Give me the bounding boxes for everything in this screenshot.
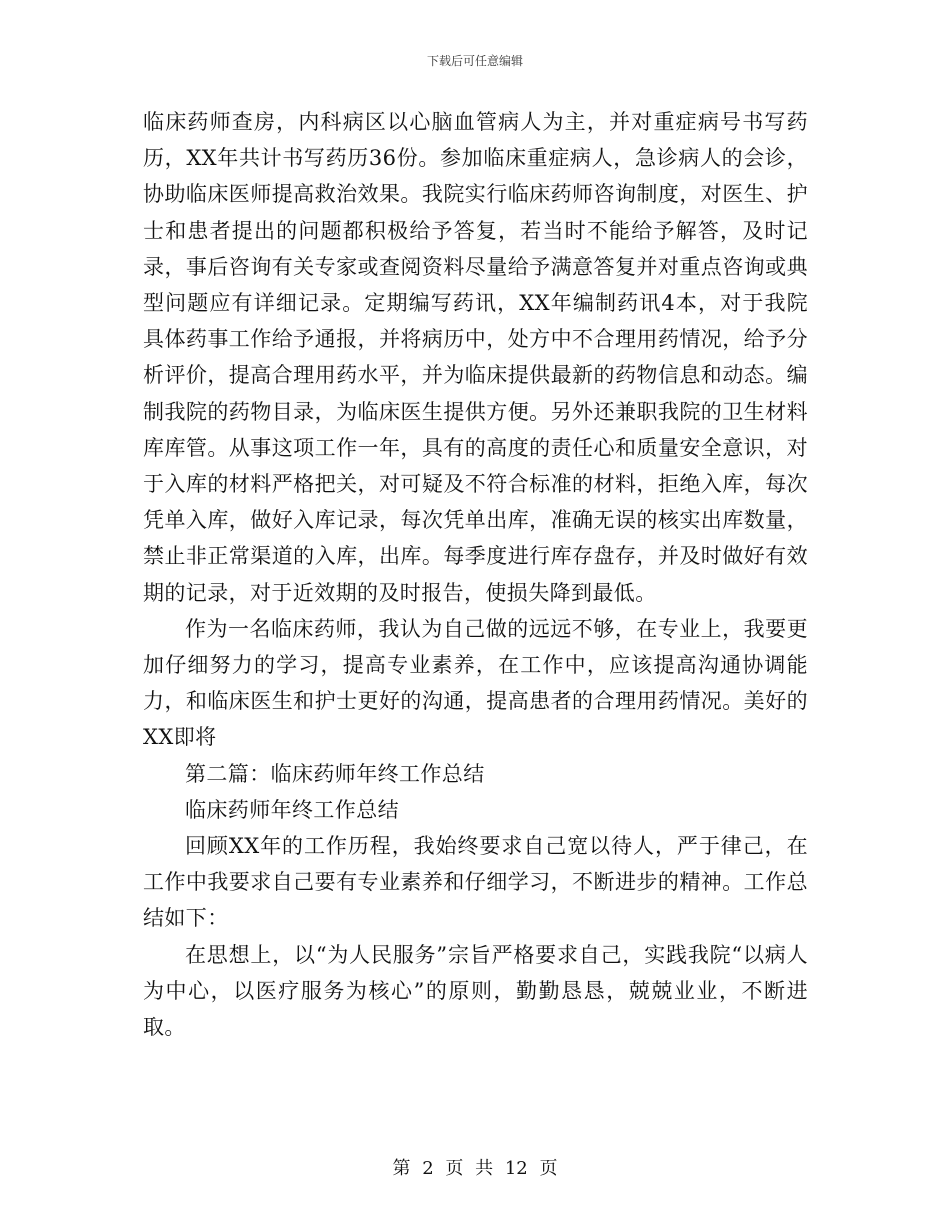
paragraph-pharmacist-duties: 临床药师查房，内科病区以心脑血管病人为主，并对重症病号书写药历，XX年共计书写药历36份。参加临床重症病人，急诊病人的会诊，协助临床医师提高救治效果。我院实行临床药师咨询制度，对医生、护士和患者提出的问题都积极给予答复，若当时不能给予解答，及时记录，事后咨询有关专家或查阅资料尽量给予满意答复并对重点咨询或典型问题应有详细记录。定期编写药讯，XX年编制药讯4本，对于我院具体药事工作给予通报，并将病历中，处方中不合理用药情况，给予分析评价，提高合理用药水平，并为临床提供最新的药物信息和动态。编制我院的药物目录，为临床医生提供方便。另外还兼职我院的卫生材料库库管。从事这项工作一年，具有的高度的责任心和质量安全意识，对于入库的材料严格把关，对可疑及不符合标准的材料，拒绝入库，每次凭单入库，做好入库记录，每次凭单出库，准确无误的核实出库数量，禁止非正常渠道的入库，出库。每季度进行库存盘存，并及时做好有效期的记录，对于近效期的及时报告，使损失降到最低。	[143, 110, 808, 605]
page-header: 下载后可任意编辑	[426, 54, 523, 68]
section-heading-part-two: 第二篇：临床药师年终工作总结	[185, 761, 485, 786]
page-number-footer: 第 2 页 共 12 页	[392, 1158, 558, 1179]
paragraph-review: 回顾XX年的工作历程，我始终要求自己宽以待人，严于律己，在工作中我要求自己要有专业素养和仔细学习，不断进步的精神。工作总结如下：	[143, 834, 808, 931]
document-body	[143, 104, 808, 1045]
section-title: 临床药师年终工作总结	[185, 797, 399, 822]
paragraph-ideology: 在思想上，以“为人民服务”宗旨严格要求自己，实践我院“以病人为中心，以医疗服务为核心”的原则，勤勤恳恳，兢兢业业，不断进取。	[143, 942, 808, 1040]
paragraph-self-assessment: 作为一名临床药师，我认为自己做的远远不够，在专业上，我要更加仔细努力的学习，提高专业素养，在工作中，应该提高沟通协调能力，和临床医生和护士更好的沟通，提高患者的合理用药情况。美好的XX即将	[143, 616, 808, 750]
